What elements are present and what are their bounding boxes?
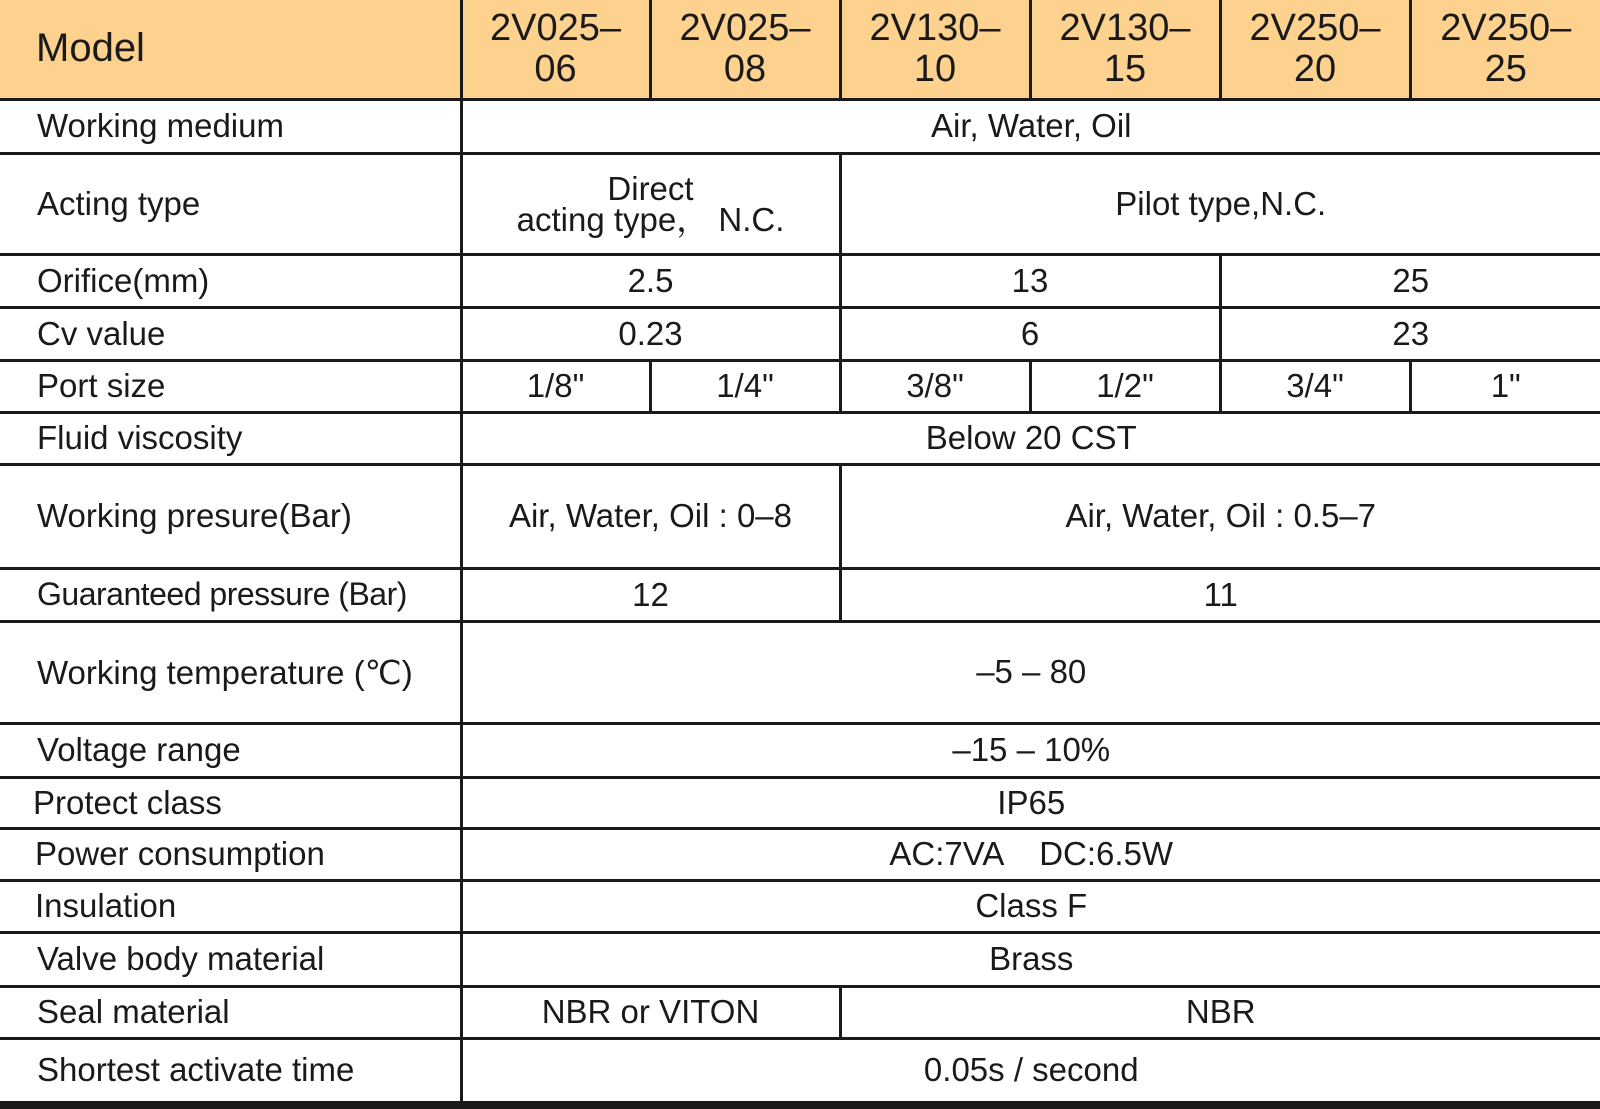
value-cell: Class F	[461, 880, 1600, 932]
row-label: Shortest activate time	[0, 1038, 461, 1105]
model-heading: 2V250– 20	[1220, 0, 1410, 99]
row-power-consumption	[0, 828, 1600, 880]
row-cv-value	[0, 307, 1600, 360]
value-cell: Air, Water, Oil : 0.5–7	[840, 464, 1600, 568]
row-label: Guaranteed pressure (Bar)	[0, 568, 461, 621]
row-acting-type	[0, 153, 1600, 254]
value-cell: –5 – 80	[461, 621, 1600, 723]
row-valve-body-material	[0, 932, 1600, 986]
row-label: Power consumption	[0, 828, 461, 880]
model-heading: 2V025– 08	[650, 0, 840, 99]
row-label: Cv value	[0, 307, 461, 360]
row-label: Fluid viscosity	[0, 412, 461, 464]
value-cell: NBR	[840, 986, 1600, 1038]
row-shortest-activate-time	[0, 1038, 1600, 1105]
row-label: Protect class	[0, 777, 461, 828]
value-cell: Air, Water, Oil	[461, 99, 1600, 153]
value-cell: Below 20 CST	[461, 412, 1600, 464]
value-cell: IP65	[461, 777, 1600, 828]
row-label: Working presure(Bar)	[0, 464, 461, 568]
model-heading: 2V130– 15	[1030, 0, 1220, 99]
header-row	[0, 0, 1600, 99]
value-cell: –15 – 10%	[461, 723, 1600, 777]
value-cell: 1/2"	[1030, 360, 1220, 412]
value-cell: Air, Water, Oil : 0–8	[461, 464, 840, 568]
row-label: Orifice(mm)	[0, 254, 461, 307]
value-cell: 0.23	[461, 307, 840, 360]
row-working-medium	[0, 99, 1600, 153]
value-cell: NBR or VITON	[461, 986, 840, 1038]
row-label: Voltage range	[0, 723, 461, 777]
row-label: Port size	[0, 360, 461, 412]
model-heading: 2V130– 10	[840, 0, 1030, 99]
row-guaranteed-pressure	[0, 568, 1600, 621]
value-cell: 11	[840, 568, 1600, 621]
value-cell: 12	[461, 568, 840, 621]
row-label: Insulation	[0, 880, 461, 932]
value-cell: 3/8"	[840, 360, 1030, 412]
row-protect-class	[0, 777, 1600, 828]
model-label: Model	[0, 0, 461, 99]
row-label: Working medium	[0, 99, 461, 153]
value-cell: 1/8"	[461, 360, 650, 412]
row-insulation	[0, 880, 1600, 932]
value-cell: 0.05s / second	[461, 1038, 1600, 1105]
row-label: Seal material	[0, 986, 461, 1038]
model-heading: 2V250– 25	[1410, 0, 1600, 99]
row-voltage-range	[0, 723, 1600, 777]
row-label: Working temperature (℃)	[0, 621, 461, 723]
row-seal-material	[0, 986, 1600, 1038]
value-cell: 1"	[1410, 360, 1600, 412]
row-label: Valve body material	[0, 932, 461, 986]
value-cell: 23	[1220, 307, 1600, 360]
value-cell: Pilot type,N.C.	[840, 153, 1600, 254]
row-orifice	[0, 254, 1600, 307]
value-cell: 2.5	[461, 254, 840, 307]
row-working-temperature	[0, 621, 1600, 723]
value-cell: 3/4"	[1220, 360, 1410, 412]
value-cell: 6	[840, 307, 1220, 360]
value-cell: 25	[1220, 254, 1600, 307]
row-label: Acting type	[0, 153, 461, 254]
value-cell: Direct acting type， N.C.	[461, 153, 840, 254]
value-cell: 13	[840, 254, 1220, 307]
row-fluid-viscosity	[0, 412, 1600, 464]
value-cell: AC:7VA DC:6.5W	[461, 828, 1600, 880]
model-heading: 2V025– 06	[461, 0, 650, 99]
row-working-pressure	[0, 464, 1600, 568]
row-port-size	[0, 360, 1600, 412]
value-cell: 1/4"	[650, 360, 840, 412]
value-cell: Brass	[461, 932, 1600, 986]
